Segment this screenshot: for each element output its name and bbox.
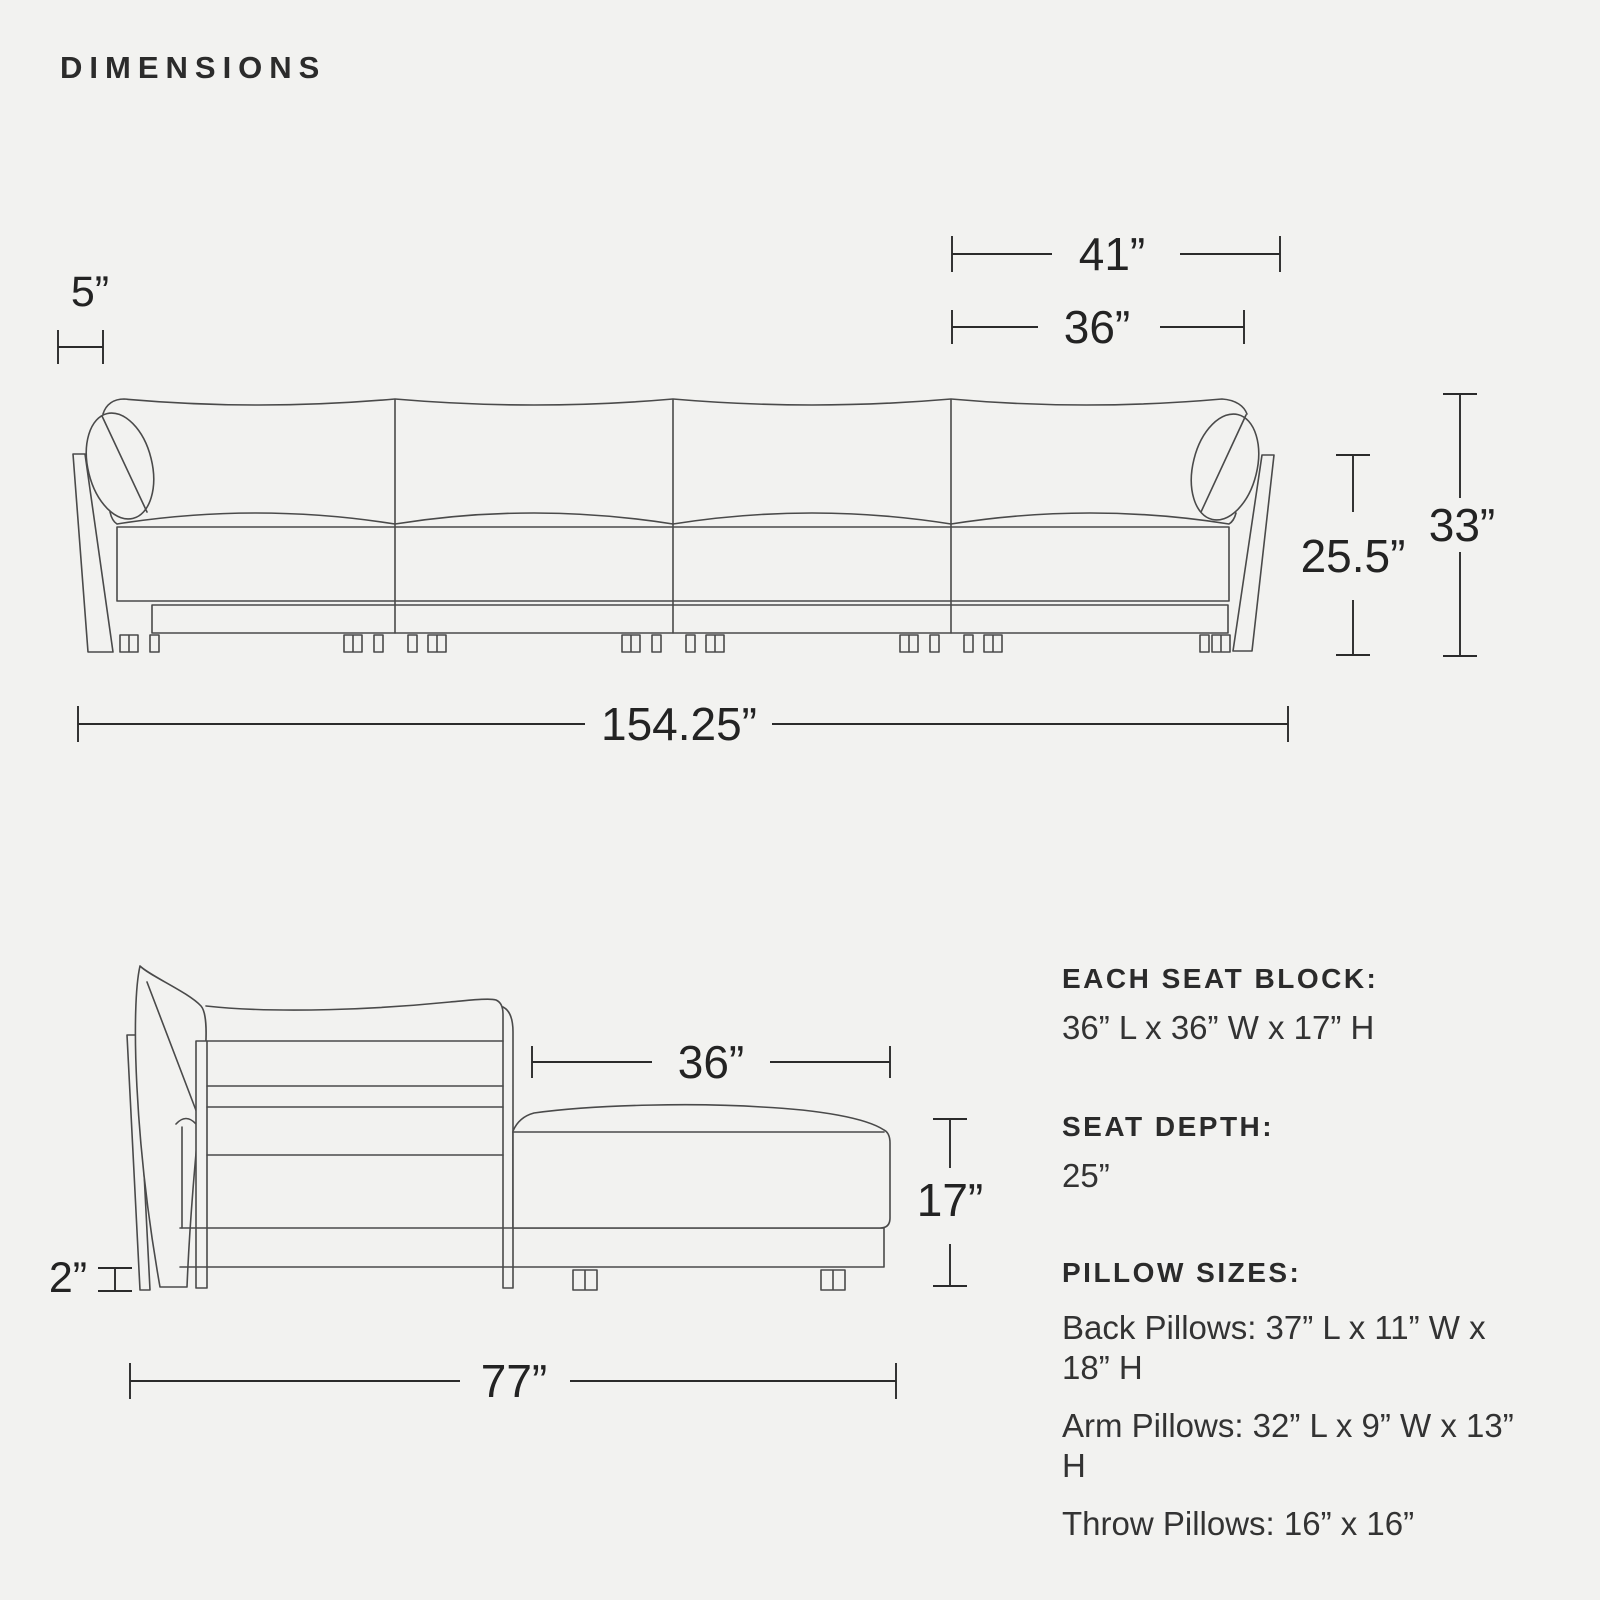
dim-overall-height-label: 33” [1428,499,1496,551]
dim-overall-height [1429,394,1495,656]
dim-overall-depth-label: 77” [480,1355,548,1407]
dim-seat-block-height [917,1119,983,1286]
dim-seat-height [1301,455,1406,655]
pillow-sizes-heading: PILLOW SIZES: [1062,1257,1302,1288]
side-view-drawing [127,966,890,1290]
front-view-drawing [73,399,1274,652]
page-title: DIMENSIONS [60,50,327,85]
dim-seat-width-front-label: 36” [1063,301,1131,353]
dim-seat-block-length-label: 36” [677,1036,745,1088]
dim-seat-block-height-label: 17” [916,1174,984,1226]
seat-depth-heading: SEAT DEPTH: [1062,1111,1275,1142]
dim-leg-height-label: 2” [48,1254,88,1302]
side-base-lines [180,1228,884,1267]
dim-seat-width-front [952,301,1244,353]
front-view-dimensions [58,228,1495,750]
front-section-dividers [395,400,951,633]
dim-arm-width-label: 5” [70,268,110,316]
side-back-cushion-outline [206,999,513,1288]
side-seat-block-cushion [513,1105,890,1228]
seat-block-value: 36” L x 36” W x 17” H [1062,1009,1375,1046]
pillow-line-back: Back Pillows: 37” L x 11” W x 18” H [1062,1309,1486,1386]
dim-seat-height-label: 25.5” [1300,530,1406,582]
front-plinth-base [152,605,1228,633]
dim-overall-depth [130,1355,896,1407]
front-back-cushions-outline [103,399,1247,414]
side-frame-rails [207,1041,503,1155]
side-frame-left-post [196,1041,207,1288]
dim-overall-width-label: 154.25” [600,698,758,750]
dim-seat-block-length [532,1036,890,1088]
specs-panel [1062,962,1542,1544]
dim-arm-width [58,268,109,364]
dim-seat-plus-arm-width-label: 41” [1078,228,1146,280]
seat-depth-value: 25” [1062,1157,1110,1194]
pillow-line-throw: Throw Pillows: 16” x 16” [1062,1505,1415,1542]
seat-block-heading: EACH SEAT BLOCK: [1062,963,1379,994]
side-legs [573,1270,845,1290]
front-legs [120,635,1230,652]
dim-overall-width [78,698,1288,750]
dim-seat-plus-arm-width [952,228,1280,280]
dim-leg-height [49,1254,132,1302]
pillow-line-arm: Arm Pillows: 32” L x 9” W x 13” H [1062,1407,1514,1484]
